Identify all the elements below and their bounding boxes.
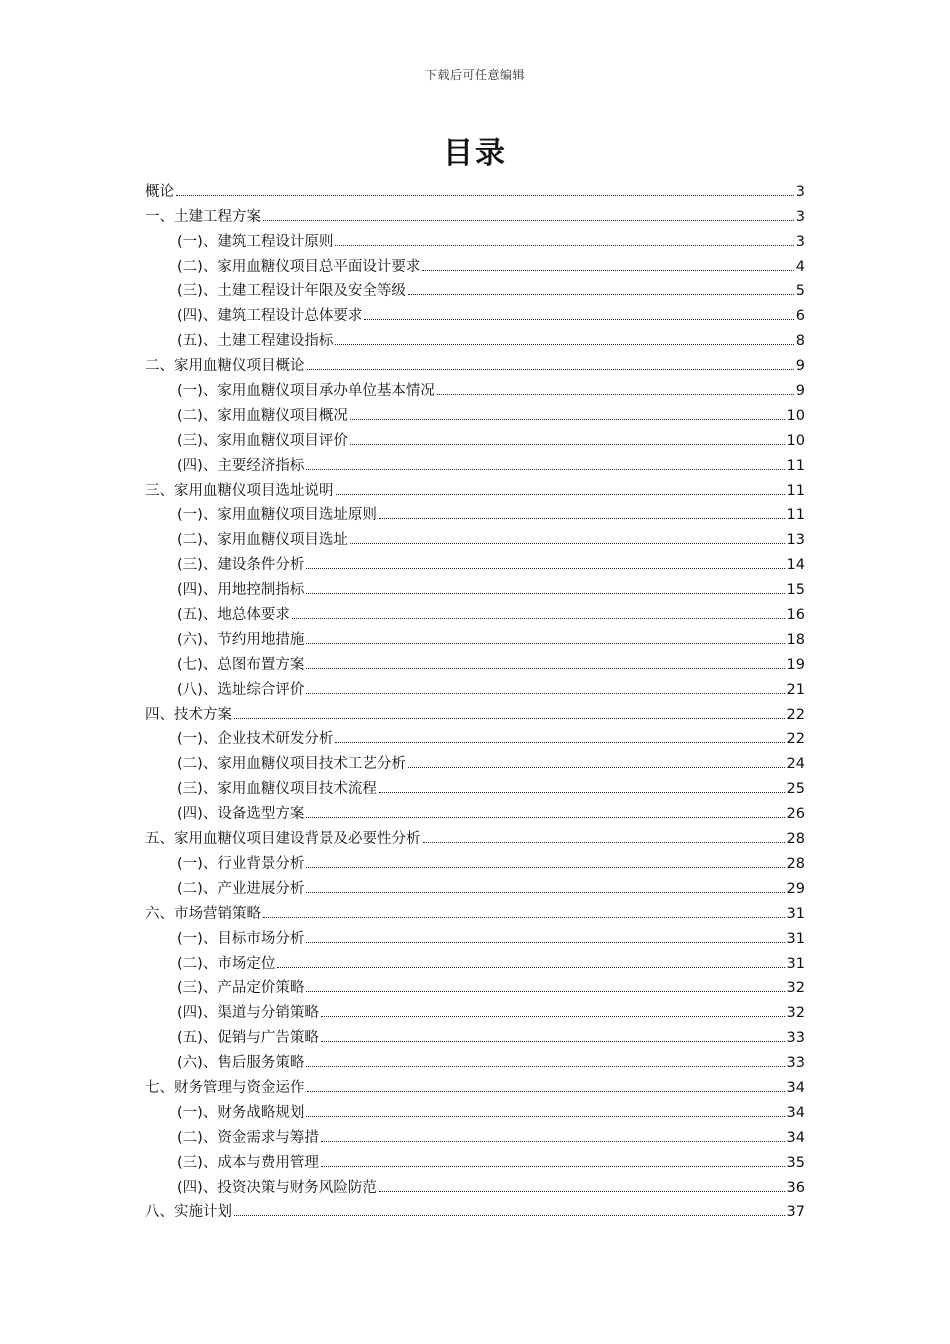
toc-section-entry[interactable] <box>145 251 805 276</box>
toc-page-number: 28 <box>786 831 805 848</box>
toc-section-entry[interactable] <box>145 773 805 798</box>
toc-entry-title: (八)、选址综合评价 <box>177 681 305 698</box>
toc-section-entry[interactable] <box>145 1147 805 1172</box>
toc-dot-leader <box>422 270 793 271</box>
toc-entry-title: (七)、总图布置方案 <box>177 656 305 673</box>
toc-dot-leader <box>335 344 793 345</box>
toc-chapter-entry[interactable] <box>145 1072 805 1097</box>
toc-page-number: 8 <box>795 333 805 350</box>
toc-dot-leader <box>321 1166 785 1167</box>
toc-dot-leader <box>306 643 784 644</box>
toc-page-number: 11 <box>786 457 805 474</box>
toc-page-number: 24 <box>786 756 805 773</box>
toc-entry-title: 概论 <box>145 183 174 200</box>
toc-page-number: 13 <box>786 532 805 549</box>
toc-dot-leader <box>336 494 785 495</box>
toc-page-number: 22 <box>786 731 805 748</box>
toc-section-entry[interactable] <box>145 973 805 998</box>
toc-section-entry[interactable] <box>145 425 805 450</box>
toc-section-entry[interactable] <box>145 997 805 1022</box>
toc-entry-title: 四、技术方案 <box>145 706 232 723</box>
toc-dot-leader <box>335 742 784 743</box>
toc-dot-leader <box>306 693 784 694</box>
toc-dot-leader <box>306 867 784 868</box>
toc-section-entry[interactable] <box>145 226 805 251</box>
toc-section-entry[interactable] <box>145 524 805 549</box>
toc-section-entry[interactable] <box>145 873 805 898</box>
toc-section-entry[interactable] <box>145 948 805 973</box>
toc-page-number: 33 <box>786 1030 805 1047</box>
toc-page-number: 10 <box>786 407 805 424</box>
toc-dot-leader <box>423 842 785 843</box>
toc-entry-title: (五)、促销与广告策略 <box>177 1030 319 1047</box>
toc-chapter-entry[interactable] <box>145 823 805 848</box>
toc-dot-leader <box>306 1116 784 1117</box>
toc-page-number: 10 <box>786 432 805 449</box>
toc-chapter-entry[interactable] <box>145 201 805 226</box>
toc-dot-leader <box>379 1191 785 1192</box>
toc-page-number: 29 <box>786 880 805 897</box>
toc-page-number: 28 <box>786 855 805 872</box>
toc-dot-leader <box>364 319 793 320</box>
toc-section-entry[interactable] <box>145 325 805 350</box>
toc-page-number: 3 <box>795 208 805 225</box>
toc-section-entry[interactable] <box>145 1047 805 1072</box>
toc-entry-title: (四)、主要经济指标 <box>177 457 305 474</box>
toc-entry-title: (一)、行业背景分析 <box>177 855 305 872</box>
toc-entry-title: (六)、售后服务策略 <box>177 1055 305 1072</box>
toc-entry-title: (二)、家用血糖仪项目总平面设计要求 <box>177 258 421 275</box>
toc-section-entry[interactable] <box>145 1172 805 1197</box>
toc-page-number: 26 <box>786 806 805 823</box>
toc-dot-leader <box>234 1215 785 1216</box>
toc-dot-leader <box>437 394 794 395</box>
toc-entry-title: 六、市场营销策略 <box>145 905 261 922</box>
toc-page-number: 32 <box>786 1005 805 1022</box>
toc-page-number: 3 <box>795 183 805 200</box>
toc-page-number: 22 <box>786 706 805 723</box>
toc-section-entry[interactable] <box>145 1097 805 1122</box>
toc-section-entry[interactable] <box>145 674 805 699</box>
toc-dot-leader <box>306 892 784 893</box>
toc-dot-leader <box>335 245 793 246</box>
toc-page-number: 36 <box>786 1179 805 1196</box>
toc-entry-title: (六)、节约用地措施 <box>177 631 305 648</box>
toc-page-number: 5 <box>795 283 805 300</box>
toc-entry-title: (一)、财务战略规划 <box>177 1104 305 1121</box>
toc-page-number: 34 <box>786 1079 805 1096</box>
toc-section-entry[interactable] <box>145 375 805 400</box>
toc-chapter-entry[interactable] <box>145 350 805 375</box>
toc-entry-title: (二)、家用血糖仪项目选址 <box>177 532 348 549</box>
toc-chapter-entry[interactable] <box>145 176 805 201</box>
toc-entry-title: (一)、目标市场分析 <box>177 930 305 947</box>
toc-dot-leader <box>321 1041 785 1042</box>
toc-entry-title: (三)、成本与费用管理 <box>177 1154 319 1171</box>
toc-entry-title: 八、实施计划 <box>145 1204 232 1221</box>
toc-page-number: 21 <box>786 681 805 698</box>
toc-entry-title: (四)、投资决策与财务风险防范 <box>177 1179 377 1196</box>
toc-entry-title: 七、财务管理与资金运作 <box>145 1079 305 1096</box>
toc-page-number: 9 <box>795 383 805 400</box>
toc-dot-leader <box>321 1016 785 1017</box>
toc-page-number: 3 <box>795 233 805 250</box>
page-header-note: 下载后可任意编辑 <box>424 68 525 82</box>
toc-entry-title: (一)、家用血糖仪项目选址原则 <box>177 507 377 524</box>
toc-entry-title: (三)、家用血糖仪项目技术流程 <box>177 781 377 798</box>
toc-section-entry[interactable] <box>145 848 805 873</box>
toc-section-entry[interactable] <box>145 1022 805 1047</box>
toc-section-entry[interactable] <box>145 400 805 425</box>
toc-entry-title: 二、家用血糖仪项目概论 <box>145 358 305 375</box>
toc-dot-leader <box>277 967 784 968</box>
toc-dot-leader <box>306 668 784 669</box>
toc-page-number: 9 <box>795 358 805 375</box>
toc-entry-title: (三)、土建工程设计年限及安全等级 <box>177 283 406 300</box>
toc-chapter-entry[interactable] <box>145 699 805 724</box>
toc-chapter-entry[interactable] <box>145 1197 805 1222</box>
toc-dot-leader <box>263 917 785 918</box>
toc-section-entry[interactable] <box>145 599 805 624</box>
toc-entry-title: (四)、渠道与分销策略 <box>177 1005 319 1022</box>
toc-dot-leader <box>350 543 785 544</box>
toc-dot-leader <box>408 294 794 295</box>
toc-dot-leader <box>321 1141 785 1142</box>
toc-page-number: 16 <box>786 607 805 624</box>
toc-dot-leader <box>350 419 785 420</box>
toc-section-entry[interactable] <box>145 500 805 525</box>
toc-chapter-entry[interactable] <box>145 898 805 923</box>
toc-entry-title: (五)、地总体要求 <box>177 607 290 624</box>
toc-section-entry[interactable] <box>145 574 805 599</box>
toc-entry-title: (三)、产品定价策略 <box>177 980 305 997</box>
toc-section-entry[interactable] <box>145 549 805 574</box>
toc-dot-leader <box>379 518 785 519</box>
toc-page-number: 31 <box>786 955 805 972</box>
toc-dot-leader <box>306 942 784 943</box>
toc-page-number: 11 <box>786 482 805 499</box>
toc-section-entry[interactable] <box>145 450 805 475</box>
toc-page-number: 31 <box>786 930 805 947</box>
toc-entry-title: (五)、土建工程建设指标 <box>177 333 334 350</box>
toc-page-number: 15 <box>786 582 805 599</box>
toc-section-entry[interactable] <box>145 724 805 749</box>
toc-page-number: 32 <box>786 980 805 997</box>
toc-entry-title: (二)、资金需求与筹措 <box>177 1129 319 1146</box>
table-of-contents <box>145 176 805 1221</box>
toc-dot-leader <box>306 593 784 594</box>
toc-dot-leader <box>306 1066 784 1067</box>
toc-page-number: 34 <box>786 1104 805 1121</box>
toc-dot-leader <box>306 991 784 992</box>
toc-dot-leader <box>234 718 785 719</box>
toc-section-entry[interactable] <box>145 276 805 301</box>
toc-dot-leader <box>263 220 794 221</box>
toc-entry-title: (四)、建筑工程设计总体要求 <box>177 308 363 325</box>
toc-page-number: 11 <box>786 507 805 524</box>
toc-dot-leader <box>307 1091 785 1092</box>
toc-page-number: 31 <box>786 905 805 922</box>
toc-page-number: 4 <box>795 258 805 275</box>
toc-section-entry[interactable] <box>145 923 805 948</box>
toc-section-entry[interactable] <box>145 1122 805 1147</box>
toc-dot-leader <box>176 195 794 196</box>
toc-entry-title: (二)、市场定位 <box>177 955 276 972</box>
toc-page-number: 35 <box>786 1154 805 1171</box>
toc-section-entry[interactable] <box>145 748 805 773</box>
toc-entry-title: 三、家用血糖仪项目选址说明 <box>145 482 334 499</box>
toc-dot-leader <box>379 792 785 793</box>
toc-entry-title: (二)、家用血糖仪项目技术工艺分析 <box>177 756 406 773</box>
toc-dot-leader <box>350 444 785 445</box>
toc-page-number: 18 <box>786 631 805 648</box>
toc-dot-leader <box>306 469 784 470</box>
toc-dot-leader <box>306 817 784 818</box>
toc-page-number: 37 <box>786 1204 805 1221</box>
toc-section-entry[interactable] <box>145 798 805 823</box>
toc-dot-leader <box>408 767 785 768</box>
toc-page-number: 33 <box>786 1055 805 1072</box>
toc-page-number: 34 <box>786 1129 805 1146</box>
toc-chapter-entry[interactable] <box>145 475 805 500</box>
toc-entry-title: (一)、家用血糖仪项目承办单位基本情况 <box>177 383 435 400</box>
toc-entry-title: (三)、建设条件分析 <box>177 557 305 574</box>
toc-page-number: 19 <box>786 656 805 673</box>
toc-section-entry[interactable] <box>145 300 805 325</box>
toc-title: 目录 <box>443 136 507 171</box>
toc-entry-title: 一、土建工程方案 <box>145 208 261 225</box>
toc-dot-leader <box>306 568 784 569</box>
toc-dot-leader <box>292 618 785 619</box>
toc-entry-title: (二)、产业进展分析 <box>177 880 305 897</box>
toc-page-number: 14 <box>786 557 805 574</box>
toc-entry-title: (二)、家用血糖仪项目概况 <box>177 407 348 424</box>
toc-entry-title: (一)、建筑工程设计原则 <box>177 233 334 250</box>
toc-dot-leader <box>307 369 794 370</box>
toc-entry-title: (三)、家用血糖仪项目评价 <box>177 432 348 449</box>
toc-page-number: 25 <box>786 781 805 798</box>
toc-section-entry[interactable] <box>145 649 805 674</box>
toc-entry-title: (四)、用地控制指标 <box>177 582 305 599</box>
toc-entry-title: (一)、企业技术研发分析 <box>177 731 334 748</box>
toc-section-entry[interactable] <box>145 624 805 649</box>
toc-page-number: 6 <box>795 308 805 325</box>
toc-entry-title: (四)、设备选型方案 <box>177 806 305 823</box>
toc-entry-title: 五、家用血糖仪项目建设背景及必要性分析 <box>145 831 421 848</box>
